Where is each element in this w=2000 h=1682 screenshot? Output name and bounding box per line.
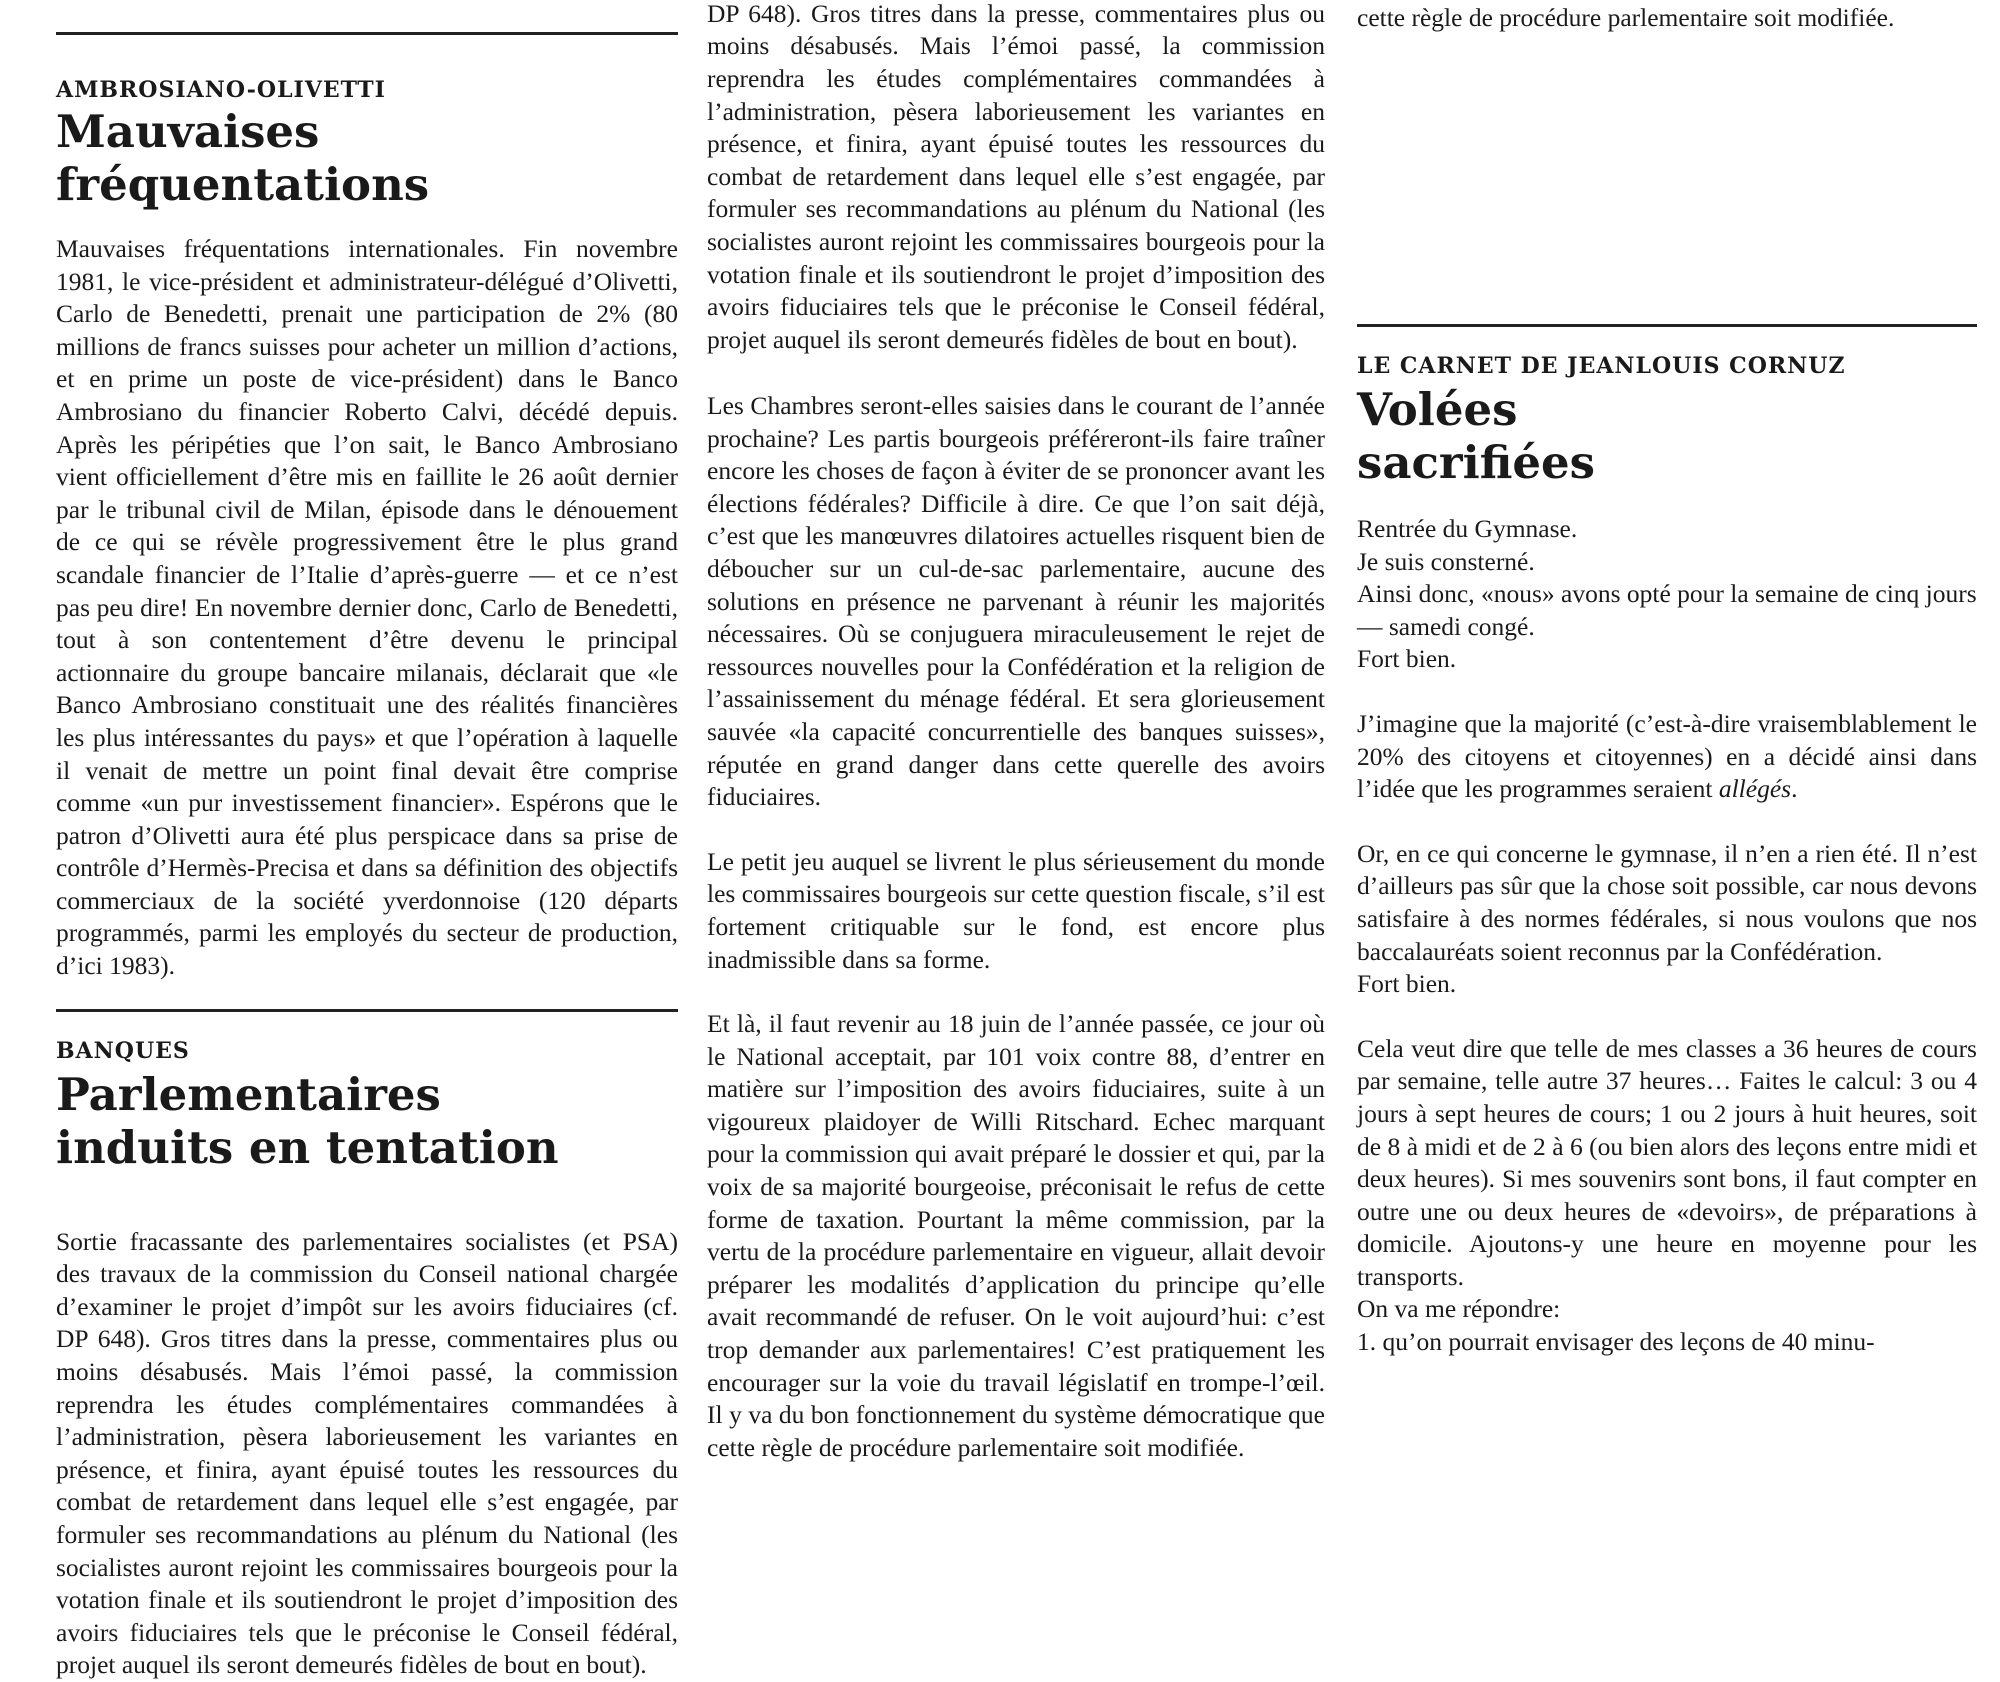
paragraph: Le petit jeu auquel se livrent le plus sérieusement du monde les commissaires bourgeois sur cette question fiscale, s’il est fortement critiquable sur le fond, est encore plus inadmissible dans sa forme. bbox=[707, 846, 1325, 974]
article-olivetti-body bbox=[56, 233, 678, 983]
paragraph: DP 648). Gros titres dans la presse, commentaires plus ou moins désabusés. Mais l’émoi passé, la commission reprendra les études complémentaires commandées à l’administration, pèsera laborieusement les variantes en présence, et finira, ayant épuisé toutes les ressources du combat de retardement dans lequel elle s’est engagée, par formuler ses recommandations au plénum du National (les socialistes auront rejoint les commissaires bourgeois pour la votation finale et ils soutiendront le projet d’imposition des avoirs fiduciaires tels que le préconise le Conseil fédéral, projet auquel ils seront demeurés fidèles de bout en bout). bbox=[707, 0, 1325, 354]
paragraph: Cela veut dire que telle de mes classes a 36 heures de cours par semaine, telle autre 37 heures… Faites le calcul: 3 ou 4 jours à sept heures de cours; 1 ou 2 jours à huit heures, soit de 8 à midi et de 2 à 6 (ou bien alors des leçons entre midi et deux heures). Si mes souvenirs sont bons, il faut compter en outre une ou deux heures de «devoirs», de préparations à domicile. Ajoutons-y une heure en moyenne pour les transports. bbox=[1357, 1033, 1977, 1291]
text-line: 1. qu’on pourrait envisager des leçons de 40 minu- bbox=[1357, 1327, 1875, 1357]
section-rule bbox=[56, 1009, 678, 1012]
article-banques-body-start bbox=[56, 1226, 678, 1680]
article-carnet-body bbox=[1357, 513, 1977, 1359]
headline-olivetti-line2: fréquentations bbox=[56, 158, 430, 211]
headline-olivetti bbox=[56, 105, 678, 211]
kicker-banques: BANQUES bbox=[56, 1037, 190, 1064]
paragraph-clip bbox=[707, 1008, 1325, 1462]
headline-carnet-line1: Volées bbox=[1357, 383, 1518, 436]
column-2 bbox=[707, 0, 1325, 1462]
emphasis: allégés bbox=[1718, 774, 1792, 804]
article-banques-body-cont bbox=[707, 0, 1325, 358]
paragraph: Les Chambres seront-elles saisies dans le courant de l’année prochaine? Les partis bourgeois préféreront-ils faire traîner encore les choses de façon à éviter de se prononcer avant les élections fédérales? Difficile à dire. Ce que l’on sait déjà, c’est que les manœuvres dilatoires actuelles risquent bien de déboucher sur un cul-de-sac parlementaire, aucune des solutions en présence ne parvenant à réunir les majorités nécessaires. Où se conjuguera miraculeusement le rejet de ressources nouvelles pour la Confédération et la religion de l’assainissement du ménage fédéral. Et sera glorieusement sauvée «la capacité concurrentielle des banques suisses», réputée en grand danger dans cette querelle des avoirs fiduciaires. bbox=[707, 391, 1325, 812]
text-line: Rentrée du Gymnase. bbox=[1357, 514, 1578, 543]
text-line: Je suis consterné. bbox=[1357, 546, 1535, 576]
paragraph: Et là, il faut revenir au 18 juin de l’année passée, ce jour où le National acceptait, par 101 voix contre 88, d’entrer en matière sur l’imposition des avoirs fiduciaires, suite à un vigoureux plaidoyer de Willi Ritschard. Echec marquant pour la commission qui avait préparé le dossier et qui, par la voix de sa majorité bourgeoise, préconisait le refus de cette forme de taxation. Pourtant la même commission, par la vertu de la procédure parlementaire en vigueur, allait devoir préparer les modalités d’application du principe qu’elle avait recommandé de refuser. On le voit aujourd’hui: c’est trop demander aux parlementaires! C’est pratiquement les encourager sur la voie du travail législatif en trompe-l’œil. Il y va du bon fonctionnement du système démocratique que cette règle de procédure parlementaire soit modifiée. bbox=[707, 1009, 1325, 1462]
column-3 bbox=[1357, 2, 1977, 1359]
article-banques-body bbox=[707, 390, 1325, 1462]
text-line: Ainsi donc, «nous» avons opté pour la semaine de cinq jours — samedi congé. bbox=[1357, 579, 1977, 641]
paragraph: Sortie fracassante des parlementaires socialistes (et PSA) des travaux de la commission du Conseil national chargée d’examiner le projet d’impôt sur les avoirs fiduciaires (cf. DP 648). Gros titres dans la presse, commentaires plus ou moins désabusés. Mais l’émoi passé, la commission reprendra les études complémentaires commandées à l’administration, pèsera laborieusement les variantes en présence, et finira, ayant épuisé toutes les ressources du combat de retardement dans lequel elle s’est engagée, par formuler ses recommandations au plénum du National (les socialistes auront rejoint les commissaires bourgeois pour la votation finale et ils soutiendront le projet d’imposition des avoirs fiduciaires tels que le préconise le Conseil fédéral, projet auquel ils seront demeurés fidèles de bout en bout). bbox=[56, 1226, 678, 1680]
headline-banques bbox=[56, 1068, 678, 1174]
paragraph-text: J’imagine que la majorité (c’est-à-dire vraisemblablement le 20% des citoyens et citoyennes) en a décidé ainsi dans l’idée que les programmes seraient bbox=[1357, 708, 1977, 804]
kicker-carnet: LE CARNET DE JEANLOUIS CORNUZ bbox=[1357, 353, 1846, 379]
headline-carnet bbox=[1357, 383, 1977, 489]
paragraph bbox=[1357, 708, 1977, 806]
article-banques-body-end bbox=[1357, 2, 1977, 298]
text-line: Fort bien. bbox=[1357, 644, 1457, 674]
section-rule bbox=[1357, 324, 1977, 327]
headline-banques-line1: Parlementaires bbox=[56, 1067, 441, 1121]
headline-carnet-line2: sacrifiées bbox=[1357, 436, 1596, 489]
paragraph: cette règle de procédure parlementaire soit modifiée. bbox=[1357, 2, 1895, 32]
text-line: On va me répondre: bbox=[1357, 1294, 1561, 1324]
paragraph: Mauvaises fréquentations internationales. Fin novembre 1981, le vice-président et administrateur-délégué d’Olivetti, Carlo de Benedetti, prenait une participation de 2% (80 millions de francs suisses pour acheter un million d’actions, et en prime un poste de vice-président) dans le Banco Ambrosiano du financier Roberto Calvi, décédé depuis. Après les péripéties que l’on sait, le Banco Ambrosiano vient officiellement d’être mis en faillite le 26 août dernier par le tribunal civil de Milan, épisode dans le dénouement de ce qui se révèle progressivement être le plus grand scandale financier de l’Italie d’après-guerre — et ce n’est pas peu dire! En novembre dernier donc, Carlo de Benedetti, tout à son contentement d’être devenu le principal actionnaire du groupe bancaire milanais, déclarait que «le Banco Ambrosiano constituait une des réalités financières les plus intéressantes du pays» et que l’opération à laquelle il venait de mettre un point final devait être comprise comme «un pur investissement financier». Espérons que le patron d’Olivetti aura été plus perspicace dans sa prise de contrôle d’Hermès-Precisa et dans sa définition des objectifs commerciaux de la société yverdonnoise (120 départs programmés, parmi les employés du secteur de production, d’ici 1983). bbox=[56, 234, 678, 981]
headline-olivetti-line1: Mauvaises bbox=[56, 105, 320, 158]
paragraph: Or, en ce qui concerne le gymnase, il n’en a rien été. Il n’est d’ailleurs pas sûr que la chose soit possible, car nous devons satisfaire à des normes fédérales, si nous voulons que nos baccalauréats soient reconnus par la Confédération. bbox=[1357, 838, 1977, 966]
text-line: Fort bien. bbox=[1357, 969, 1457, 999]
section-rule bbox=[56, 32, 678, 35]
paragraph-text: . bbox=[1791, 774, 1798, 804]
headline-banques-line2: induits en tentation bbox=[56, 1120, 559, 1174]
column-1 bbox=[56, 32, 678, 1680]
kicker-olivetti: AMBROSIANO-OLIVETTI bbox=[56, 77, 386, 103]
